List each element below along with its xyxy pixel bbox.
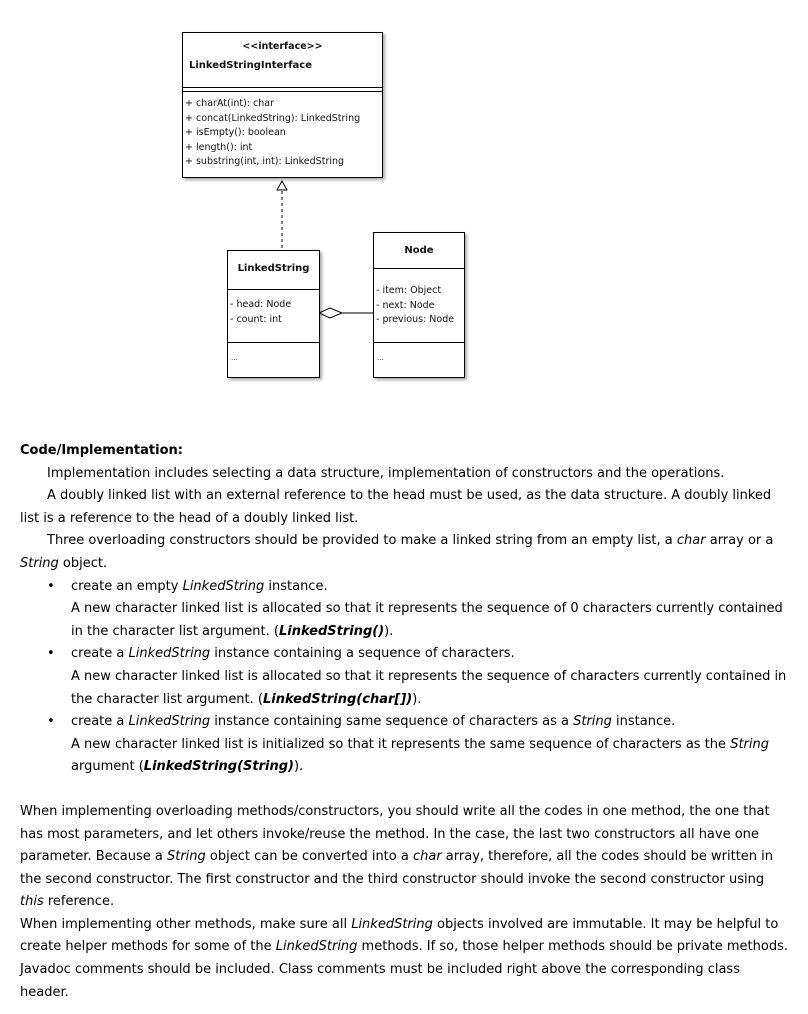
paragraph-3: Three overloading constructors should be provided to make a linked string from an empty list, a char array or a String object. <box>20 533 774 571</box>
paragraph-1: Implementation includes selecting a data structure, implementation of constructors and the operations. <box>47 465 725 481</box>
aggregation-diamond <box>319 308 342 318</box>
bullet-icon: • <box>47 646 55 662</box>
interface-methods-section <box>183 91 382 177</box>
node-name: Node <box>404 245 434 256</box>
linkedstring-methods-section <box>228 342 319 377</box>
interface-class-box[interactable] <box>182 32 383 178</box>
section-heading: Code/Implementation: <box>20 443 183 458</box>
paragraph-5: When implementing other methods, make sure all LinkedString objects involved are immutable. It may be helpful to create helper methods for some of the LinkedString methods. If so, those helper methods should be private methods. Javadoc comments should be included. Class comments must be included right above the corresponding class header. <box>20 916 788 1000</box>
interface-method: + concat(LinkedString): LinkedString <box>185 112 361 124</box>
bullet-icon: • <box>47 578 55 594</box>
linkedstring-field: - count: int <box>230 313 282 325</box>
interface-method: + length(): int <box>185 141 253 153</box>
node-methods-section <box>374 342 464 377</box>
linkedstring-field: - head: Node <box>230 299 292 310</box>
bullet-item-3: • create a LinkedString instance containing same sequence of characters as a String instance. <box>20 711 790 734</box>
interface-method: + isEmpty(): boolean <box>185 127 286 138</box>
bullet-item-1-description: A new character linked list is allocated so that it represents the sequence of 0 characters currently contained in the character list argument. (LinkedString()). <box>71 601 783 639</box>
paragraph-2: A doubly linked list with an external reference to the head must be used, as the data structure. A doubly linked list is a reference to the head of a doubly linked list. <box>20 488 772 526</box>
bullet-item-1: • create an empty LinkedString instance. <box>20 576 790 599</box>
node-field: - item: Object <box>376 285 442 296</box>
bullet-item-2-description: A new character linked list is allocated so that it represents the sequence of characters currently contained in the character list argument. (LinkedString(char[])). <box>71 668 787 707</box>
interface-attributes-section <box>183 87 382 88</box>
document-body <box>20 440 790 1004</box>
paragraph-4: When implementing overloading methods/constructors, you should write all the codes in one method, the one that has most parameters, and let others invoke/reuse the method. In the case, the last two constructors all have one parameter. Because a String object can be converted into a char array, therefore, all the codes should be written in the second constructor. The first constructor and the third constructor should invoke the second constructor using this reference. <box>20 803 774 910</box>
interface-method: + charAt(int): char <box>185 98 274 109</box>
linkedstring-name: LinkedString <box>237 263 310 274</box>
node-field: - previous: Node <box>376 314 455 325</box>
interface-stereotype: <<interface>> <box>242 41 323 52</box>
bullet-item-2: • create a LinkedString instance containing a sequence of characters. <box>20 643 790 666</box>
linkedstring-class-box[interactable] <box>227 250 320 378</box>
realization-arrowhead <box>277 181 287 190</box>
bullet-icon: • <box>47 714 55 730</box>
interface-method: + substring(int, int): LinkedString <box>185 156 345 167</box>
interface-name: LinkedStringInterface <box>189 60 313 71</box>
bullet-item-3-description: A new character linked list is initialized so that it represents the same sequence of characters as the String argument (LinkedString(String)). <box>71 736 769 775</box>
paragraph-spacer <box>20 779 790 801</box>
linkedstring-method: ... <box>231 354 238 362</box>
linkedstring-fields-section <box>228 289 319 350</box>
node-method: ... <box>377 354 384 362</box>
node-class-box[interactable] <box>373 232 465 378</box>
node-field: - next: Node <box>376 299 435 311</box>
